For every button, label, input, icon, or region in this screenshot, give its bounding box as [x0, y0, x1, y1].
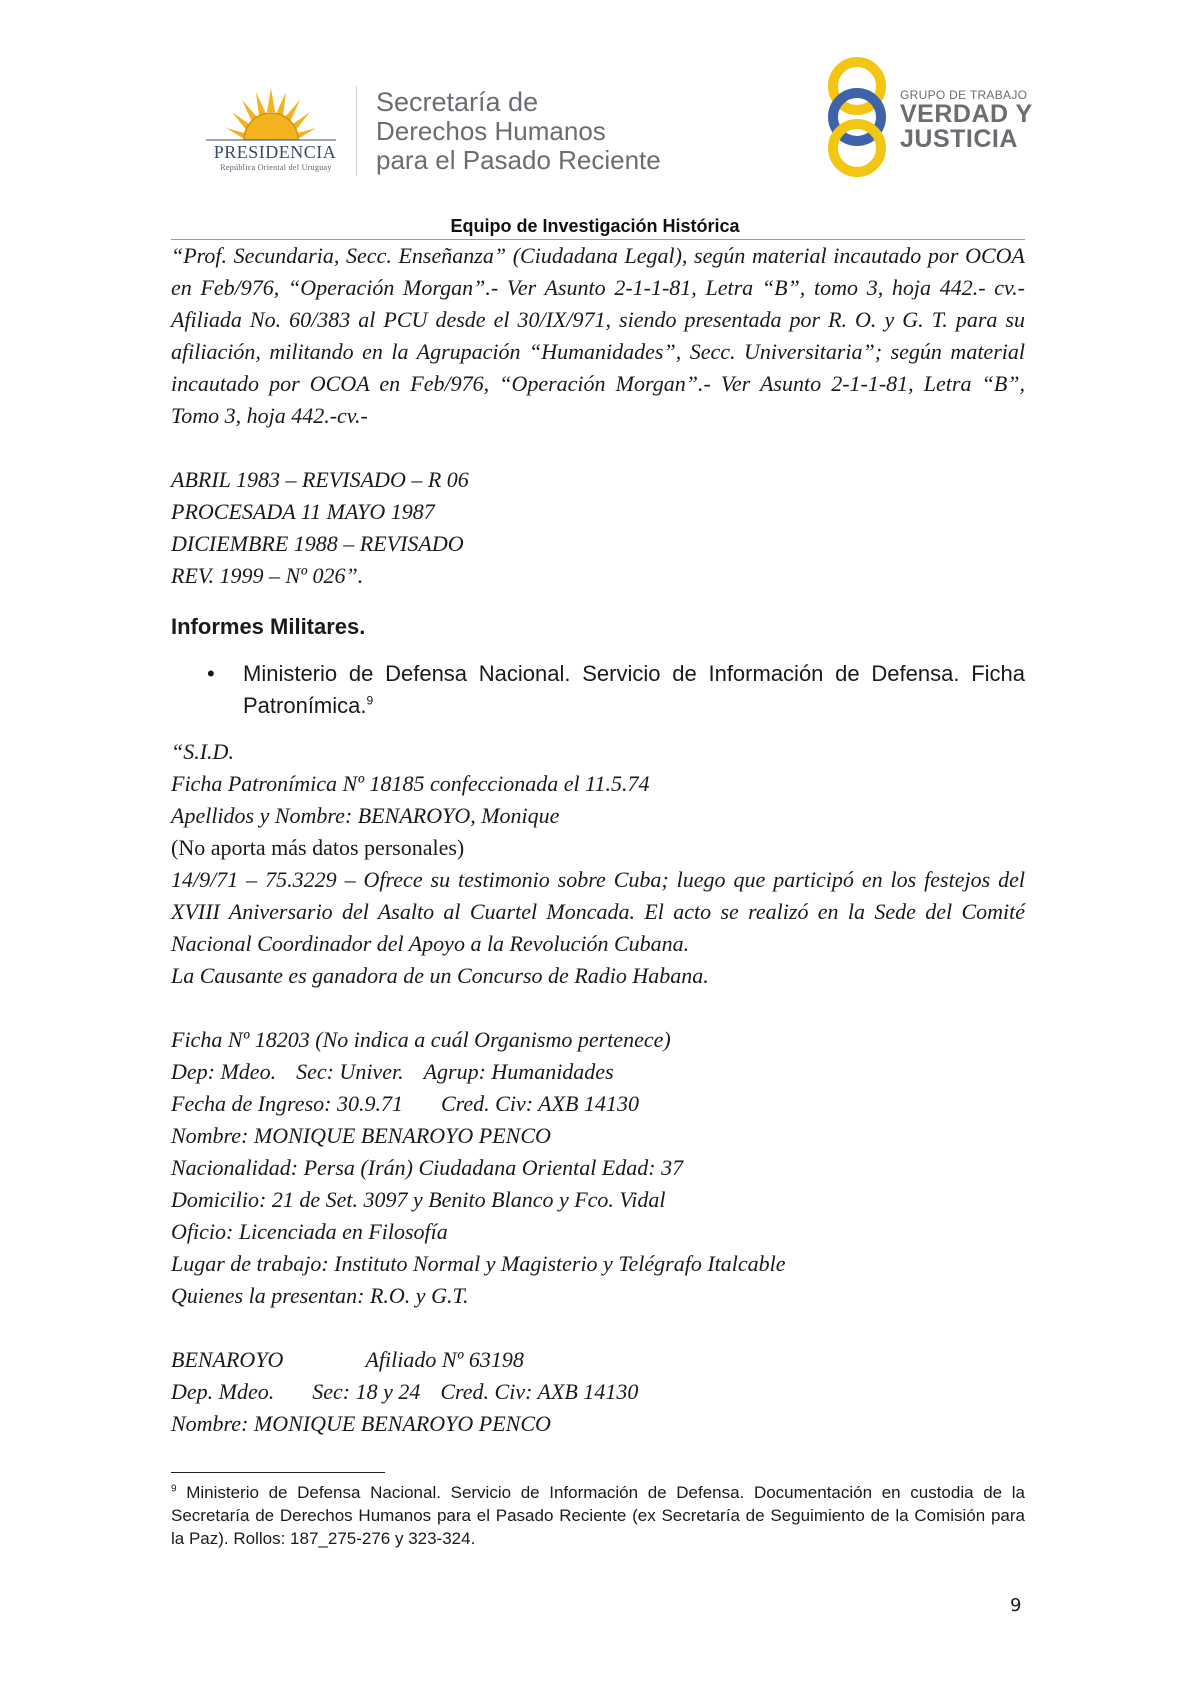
ficha-line: Domicilio: 21 de Set. 3097 y Benito Blanco y Fco. Vidal [171, 1187, 666, 1212]
presidencia-subtitle: República Oriental del Uruguay [220, 163, 332, 172]
revision-line: PROCESADA 11 MAYO 1987 [171, 499, 435, 524]
intro-paragraph: “Prof. Secundaria, Secc. Enseñanza” (Ciudadana Legal), según material incautado por OCOA en Feb/976, “Operación Morgan”.- Ver Asunto 2-1-1-81, Letra “B”, tomo 3, hoja 442.- cv.- Afiliada No. 60/383 al PCU desde el 30/IX/971, siendo presentada por R. O. y G. T. para su afiliación, militando en la Agrupación “Humanidades”, Secc. Universitaria”; según material incautado por OCOA en Feb/976, “Operación Morgan”.- Ver Asunto 2-1-1-81, Letra “B”, Tomo 3, hoja 442.-cv.- [171, 243, 1025, 428]
verdad-justicia-rings-logo [822, 56, 892, 178]
ficha-dep: Dep. Mdeo. [171, 1379, 275, 1404]
grupo-line-3: JUSTICIA [900, 125, 1018, 153]
secretaria-title [376, 88, 661, 175]
grupo-trabajo-title [900, 88, 1033, 152]
section-heading: Informes Militares. [171, 614, 366, 639]
header-divider [356, 86, 357, 176]
ficha-agrup: Agrup: Humanidades [423, 1059, 614, 1084]
ficha-line [171, 1376, 1025, 1408]
sid-line: Ficha Patronímica Nº 18185 confeccionada el 11.5.74 [171, 771, 650, 796]
footnote [171, 1481, 1025, 1550]
document-body [171, 240, 1025, 1440]
sid-line: Apellidos y Nombre: BENAROYO, Monique [171, 803, 560, 828]
sid-paragraph: 14/9/71 – 75.3229 – Ofrece su testimonio sobre Cuba; luego que participó en los festejos del XVIII Aniversario del Asalto al Cuartel Moncada. El acto se realizó en la Sede del Comité Nacional Coordinador del Apoyo a la Revolución Cubana. [171, 867, 1025, 956]
bullet-icon: • [207, 661, 215, 686]
footnote-text: Ministerio de Defensa Nacional. Servicio de Información de Defensa. Documentación en custodia de la Secretaría de Derechos Humanos para el Pasado Reciente (ex Secretaría de Seguimiento de la Comisión para la Paz). Rollos: 187_275-276 y 323-324. [171, 1483, 1025, 1548]
secretaria-line-2: Derechos Humanos [376, 116, 606, 146]
grupo-line-2: VERDAD Y [900, 100, 1033, 128]
ficha-line: Nacionalidad: Persa (Irán) Ciudadana Oriental Edad: 37 [171, 1155, 684, 1180]
team-heading: Equipo de Investigación Histórica [450, 216, 740, 236]
revision-line: REV. 1999 – Nº 026”. [171, 563, 364, 588]
ficha-cred: Cred. Civ: AXB 14130 [440, 1379, 639, 1404]
secretaria-line-3: para el Pasado Reciente [376, 145, 661, 175]
revision-line: DICIEMBRE 1988 – REVISADO [171, 531, 464, 556]
presidencia-name: PRESIDENCIA [213, 142, 337, 162]
sid-line: La Causante es ganadora de un Concurso de Radio Habana. [171, 963, 709, 988]
footnote-number: 9 [171, 1483, 177, 1495]
bullet-text [243, 658, 1025, 722]
sid-line: “S.I.D. [171, 739, 234, 764]
page-number: 9 [1010, 1595, 1022, 1616]
ficha-line: Lugar de trabajo: Instituto Normal y Magisterio y Telégrafo Italcable [171, 1251, 786, 1276]
bullet-label: Ministerio de Defensa Nacional. Servicio de Información de Defensa. Ficha Patronímica. [243, 661, 1025, 718]
revision-line: ABRIL 1983 – REVISADO – R 06 [171, 467, 469, 492]
ficha-line: Oficio: Licenciada en Filosofía [171, 1219, 448, 1244]
secretaria-line-1: Secretaría de [376, 87, 539, 117]
ficha-sec: Sec: Univer. [296, 1059, 404, 1084]
ficha-line: Nombre: MONIQUE BENAROYO PENCO [171, 1411, 551, 1436]
ficha-line: Nombre: MONIQUE BENAROYO PENCO [171, 1123, 551, 1148]
ficha-line: Ficha Nº 18203 (No indica a cuál Organismo pertenece) [171, 1027, 671, 1052]
ficha-cred: Cred. Civ: AXB 14130 [440, 1091, 639, 1116]
ficha-line [171, 1088, 1025, 1120]
ficha-line [171, 1056, 1025, 1088]
sid-line: (No aporta más datos personales) [171, 835, 465, 860]
ficha-afiliado: Afiliado Nº 63198 [365, 1347, 524, 1372]
ficha-apellido: BENAROYO [171, 1347, 284, 1372]
ficha-sec: Sec: 18 y 24 [312, 1379, 421, 1404]
list-item [207, 658, 1025, 722]
grupo-line-1: GRUPO DE TRABAJO [900, 88, 1028, 102]
footnote-ref[interactable]: 9 [366, 693, 374, 708]
ficha-dep: Dep: Mdeo. [171, 1059, 277, 1084]
footnote-rule [171, 1472, 385, 1473]
ficha-line [171, 1344, 1025, 1376]
ficha-line: Quienes la presentan: R.O. y G.T. [171, 1283, 469, 1308]
ficha-fecha: Fecha de Ingreso: 30.9.71 [171, 1091, 403, 1116]
